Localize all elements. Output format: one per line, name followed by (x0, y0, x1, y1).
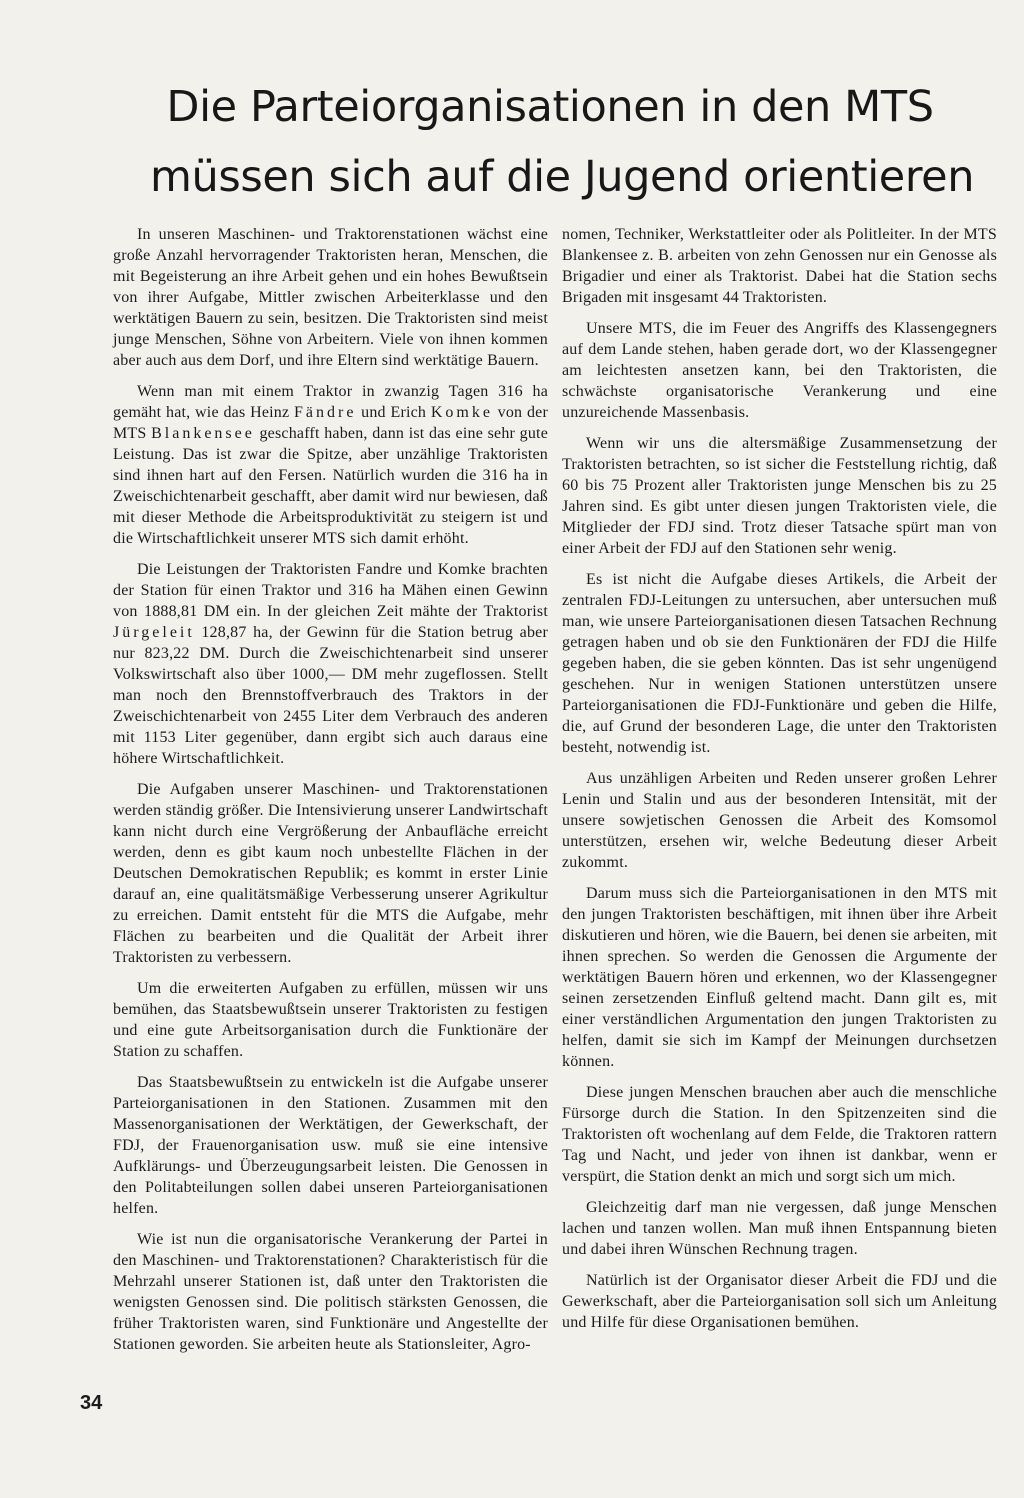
left-paragraph-5: Um die erweiterten Aufgaben zu erfüllen, müssen wir uns bemühen, das Staatsbewußtsein unserer Traktoristen zu festigen und eine gute Arbeitsorganisation durch die Funktionäre der Station zu schaffen. (113, 980, 548, 1060)
right-paragraph-9: Natürlich ist der Organisator dieser Arbeit die FDJ und die Gewerkschaft, aber die Parteiorganisation soll sich um Anleitung und Hilfe für diese Organisationen bemühen. (562, 1272, 997, 1331)
right-column (562, 224, 997, 1343)
right-paragraph-1: nomen, Techniker, Werkstattleiter oder als Politleiter. In der MTS Blankensee z. B. arbeiten von zehn Genossen nur ein Genosse als Brigadier und einer als Traktorist. Dabei hat die Station sechs Brigaden mit insgesamt 44 Traktoristen. (562, 226, 997, 306)
spaced-name: Jürgeleit (113, 624, 195, 641)
right-paragraph-8: Gleichzeitig darf man nie vergessen, daß junge Menschen lachen und tanzen wollen. Man muß ihnen Entspannung bieten und dabei ihren Wünschen Rechnung tragen. (562, 1199, 997, 1258)
paragraph-text: und Erich (356, 404, 431, 421)
right-paragraph-3: Wenn wir uns die altersmäßige Zusammensetzung der Traktoristen betrachten, so ist sicher die Feststellung richtig, daß 60 bis 75 Prozent aller Traktoristen junge Menschen bis zu 25 Jahren sind. Es gibt unter diesen jungen Traktoristen viele, die Mitglieder der FDJ sind. Trotz dieser Tatsache spürt man von einer Arbeit der FDJ auf den Stationen sehr wenig. (562, 435, 997, 557)
spaced-name: Komke (430, 404, 493, 421)
page-number: 34 (80, 1392, 103, 1414)
spaced-name: Fändre (294, 404, 357, 421)
left-paragraph-7: Wie ist nun die organisatorische Verankerung der Partei in den Maschinen- und Traktorenstationen? Charakteristisch für die Mehrzahl unserer Stationen ist, daß unter den Traktoristen die wenigsten Genossen sind. Die politisch stärksten Genossen, die früher Traktoristen waren, sind Funktionäre und Angestellte der Stationen geworden. Sie arbeiten heute als Stationsleiter, Agro- (113, 1231, 548, 1353)
paragraph-text: geschafft haben, dann ist das eine sehr gute Leistung. Das ist zwar die Spitze, aber unzählige Traktoristen sind ihnen hart auf den Fersen. Natürlich wurden die 316 ha in Zweischichtenarbeit geschafft, aber damit wird nur bewiesen, daß mit dieser Methode die Arbeitsproduktivität zu steigern ist und die Wirtschaftlichkeit unserer MTS sich damit erhöht. (113, 425, 548, 547)
left-column (113, 224, 548, 1365)
right-paragraph-6: Darum muss sich die Parteiorganisationen in den MTS mit den jungen Traktoristen beschäftigen, mit ihnen über ihre Arbeit diskutieren und hören, wie die Bauern, bei denen sie arbeiten, mit ihnen sprechen. So werden die Genossen die Argumente der werktätigen Bauern hören und erkennen, wo der Klassengegner seinen zersetzenden Einfluß geltend macht. Dann gilt es, mit einer verständlichen Argumentation den jungen Traktoristen zu helfen, damit sie sich im Kampf der Meinungen durchsetzen können. (562, 885, 997, 1070)
title-line-2: müssen sich auf die Jugend orientieren (150, 152, 975, 202)
left-paragraph-1: In unseren Maschinen- und Traktorenstationen wächst eine große Anzahl hervorragender Traktoristen heran, Menschen, die mit Begeisterung an ihre Arbeit gehen und ein hohes Bewußtsein von ihrer Aufgabe, Mittler zwischen Arbeiterklasse und den werktätigen Bauern zu sein, besitzen. Die Traktoristen sind meist junge Menschen, Söhne von Arbeitern. Viele von ihnen kommen aber auch aus dem Dorf, und ihre Eltern sind werktätige Bauern. (113, 226, 548, 369)
right-paragraph-5: Aus unzähligen Arbeiten und Reden unserer großen Lehrer Lenin und Stalin und aus der besonderen Intensität, mit der unsere sowjetischen Genossen die Arbeit des Komsomol unterstützen, ersehen wir, welche Bedeutung dieser Arbeit zukommt. (562, 770, 997, 871)
article-title (150, 72, 975, 212)
paragraph-text: Die Leistungen der Traktoristen Fandre und Komke brachten der Station für einen Traktor und 316 ha Mähen einen Gewinn von 1888,81 DM ein. In der gleichen Zeit mähte der Traktorist (113, 561, 548, 620)
right-paragraph-2: Unsere MTS, die im Feuer des Angriffs des Klassengegners auf dem Lande stehen, haben gerade dort, wo der Klassengegner am leichtesten ansetzen kann, bei den Traktoristen, die schwächste organisatorische Verankerung und eine unzureichende Massenbasis. (562, 320, 997, 421)
paragraph-text: 128,87 ha, der Gewinn für die Station betrug aber nur 823,22 DM. Durch die Zweischichtenarbeit sind unserer Volkswirtschaft also über 1000,— DM mehr zugeflossen. Stellt man noch den Brennstoffverbrauch des Traktors in der Zweischichtenarbeit von 2455 Liter dem Verbrauch des anderen mit 1153 Liter gegenüber, dann ergibt sich auch daraus eine höhere Wirtschaftlichkeit. (113, 624, 548, 767)
left-paragraph-4: Die Aufgaben unserer Maschinen- und Traktorenstationen werden ständig größer. Die Intensivierung unserer Landwirtschaft kann nicht durch eine Vergrößerung der Anbaufläche erreicht werden, denn es gibt kaum noch unbestellte Flächen in der Deutschen Demokratischen Republik; es kommt in erster Linie darauf an, eine qualitätsmäßige Verbesserung unserer Agrikultur zu erreichen. Damit entsteht für die MTS die Aufgabe, mehr Flächen zu bearbeiten und die Qualität der Arbeit ihrer Traktoristen zu verbessern. (113, 781, 548, 966)
right-paragraph-7: Diese jungen Menschen brauchen aber auch die menschliche Fürsorge durch die Station. In den Spitzenzeiten sind die Traktoristen oft wochenlang auf dem Felde, die Traktoren rattern Tag und Nacht, und jeder von ihnen ist dankbar, wenn er verspürt, die Station denkt an mich und sorgt sich um mich. (562, 1084, 997, 1185)
left-paragraph-2 (113, 381, 548, 549)
left-paragraph-6: Das Staatsbewußtsein zu entwickeln ist die Aufgabe unserer Parteiorganisationen in den Stationen. Zusammen mit den Massenorganisationen der Werktätigen, der Gewerkschaft, der FDJ, der Frauenorganisation usw. muß sie eine intensive Aufklärungs- und Überzeugungsarbeit leisten. Die Genossen in den Politabteilungen sollen dabei unseren Parteiorganisationen helfen. (113, 1074, 548, 1217)
paragraph-text: von der MTS (113, 404, 548, 442)
right-paragraph-4: Es ist nicht die Aufgabe dieses Artikels, die Arbeit der zentralen FDJ-Leitungen zu untersuchen, aber untersuchen muß man, wie unsere Parteiorganisationen diesen Tatsachen Rechnung getragen haben und ob sie den Funktionären der FDJ die Hilfe gegeben haben, die sie geben könnten. Das ist sehr ungenügend geschehen. Nur in wenigen Stationen unterstützen unsere Parteiorganisationen die FDJ-Funktionäre und geben die Hilfe, die, auf Grund der besonderen Lage, die unter den Traktoristen besteht, notwendig ist. (562, 571, 997, 756)
left-paragraph-3 (113, 559, 548, 769)
title-line-1: Die Parteiorganisationen in den MTS (166, 82, 934, 132)
spaced-place: Blankensee (151, 425, 255, 442)
paragraph-text: Wenn man mit einem Traktor in zwanzig Tagen 316 ha gemäht hat, wie das Heinz (113, 383, 548, 421)
